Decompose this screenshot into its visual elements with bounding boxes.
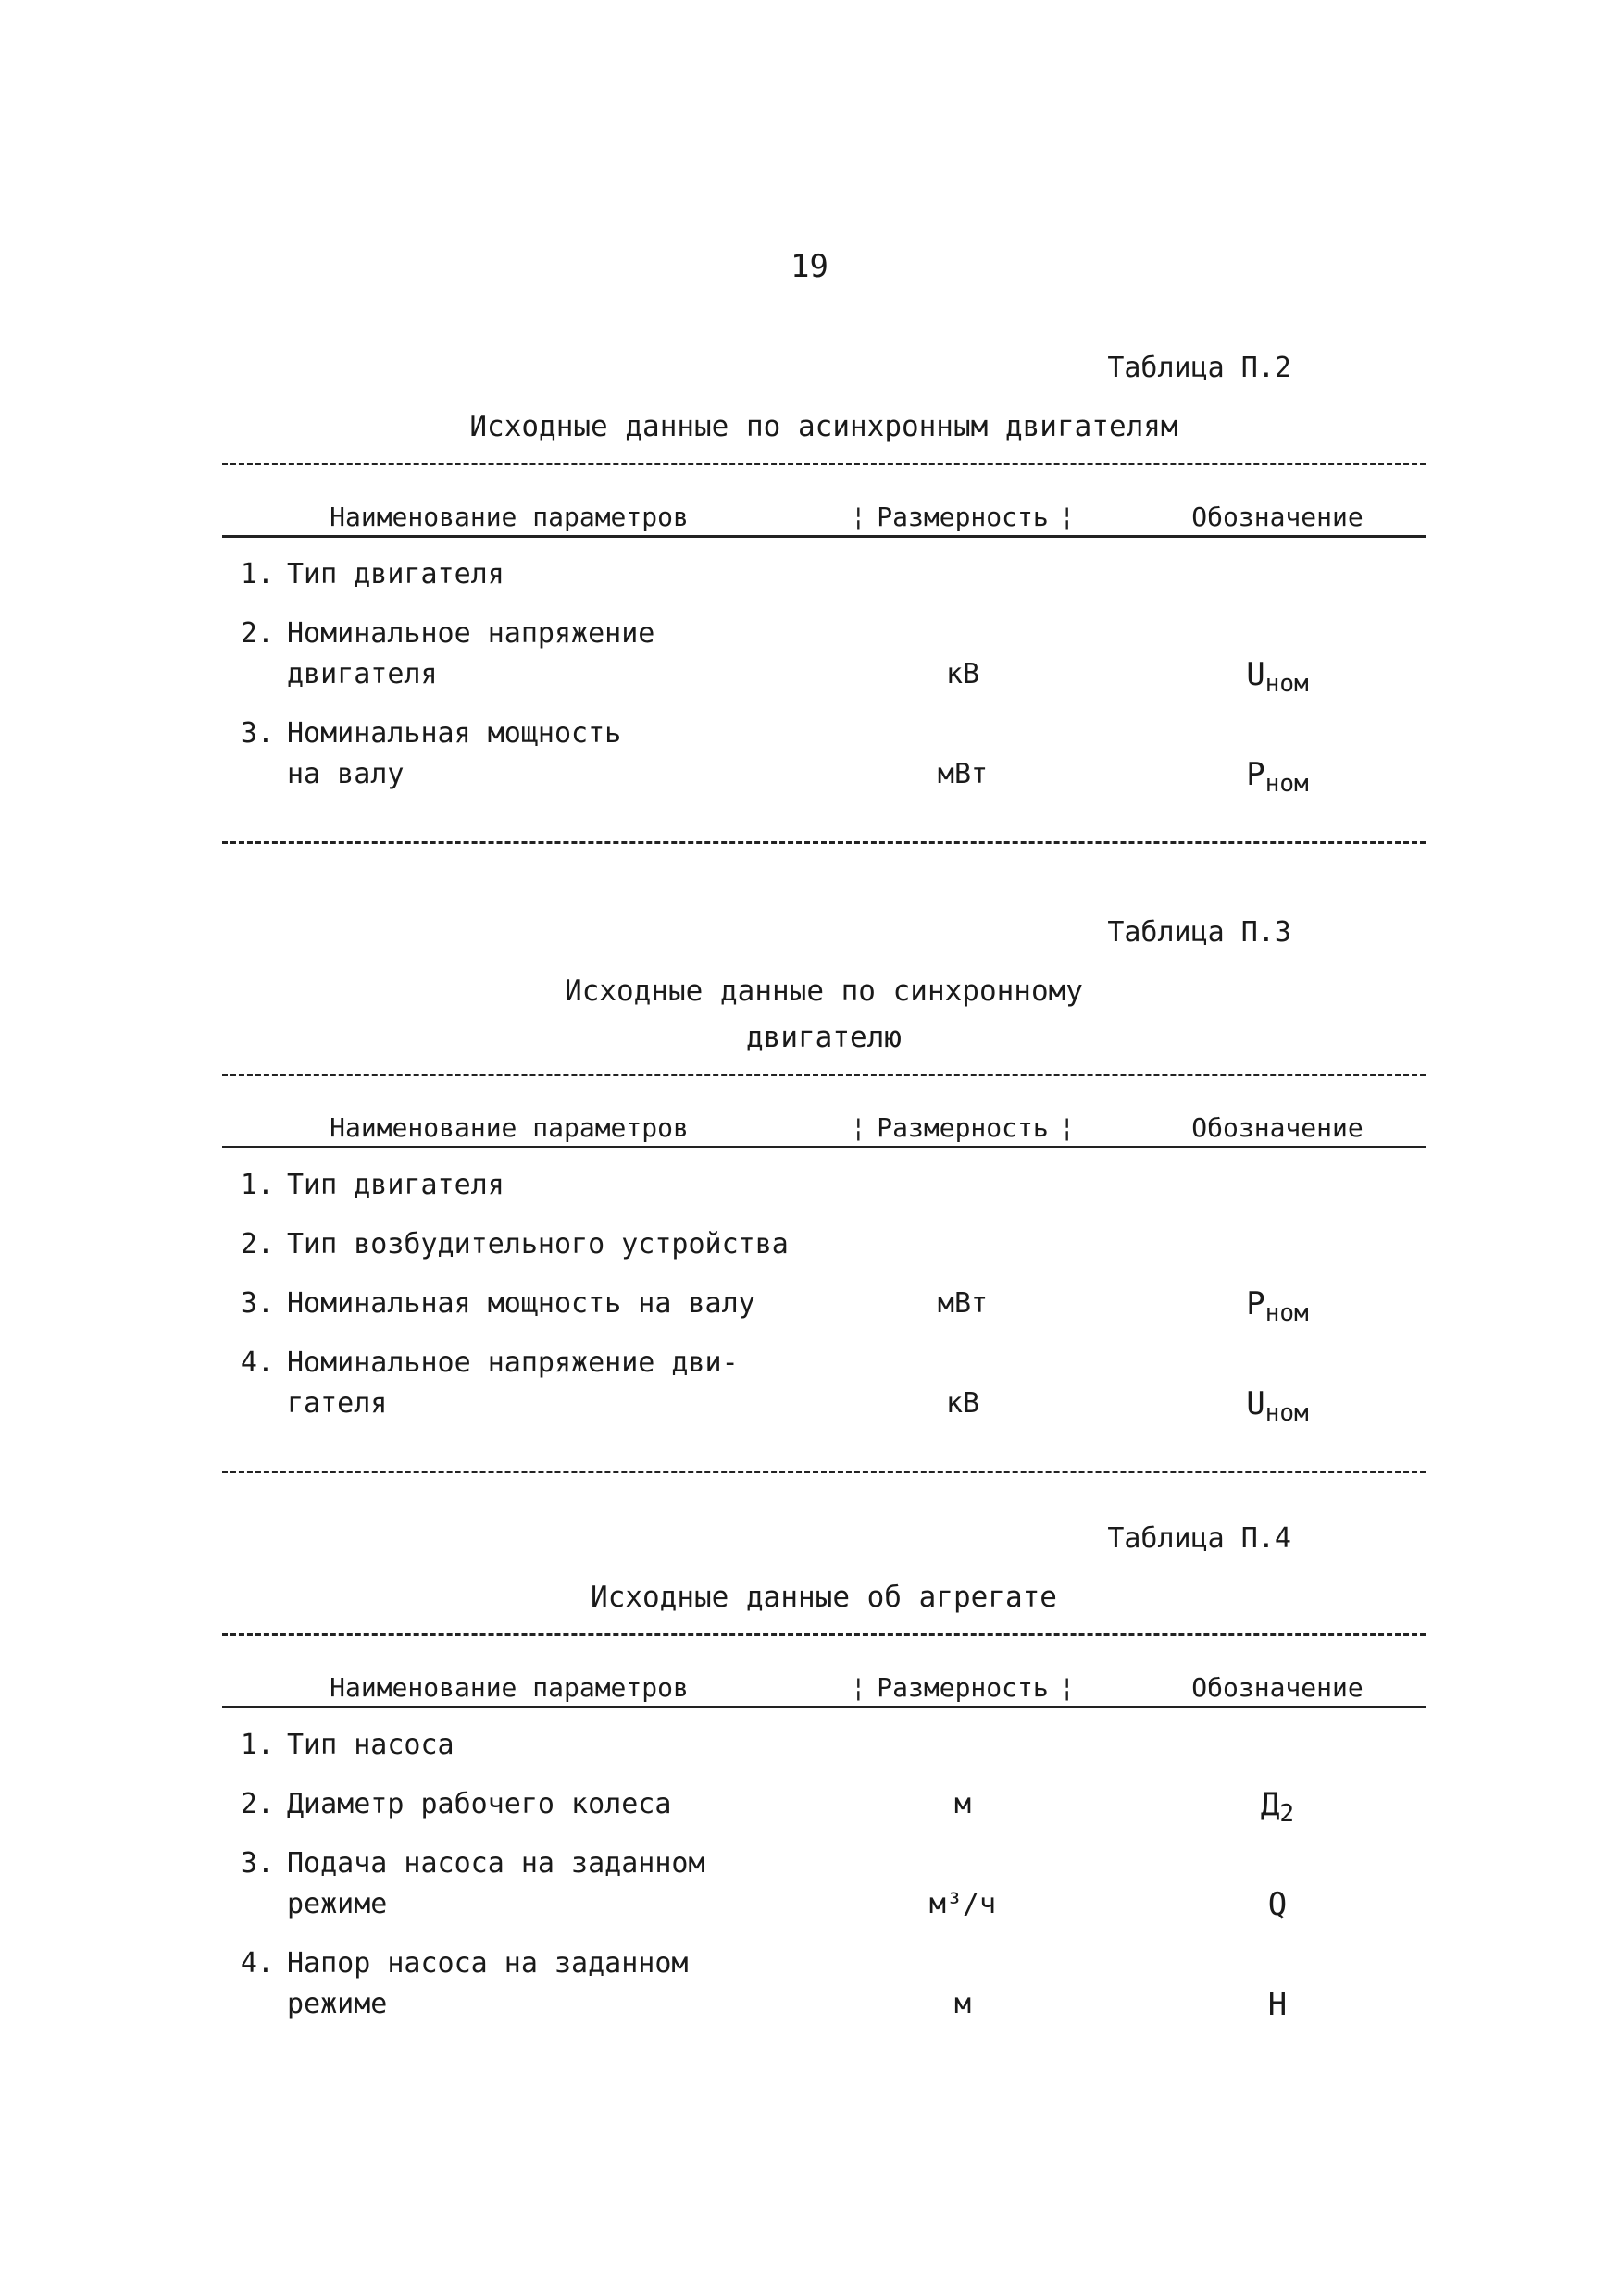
table-row: 1. Тип двигателя	[240, 1169, 504, 1201]
table-row: 3. Номинальная мощность на валу мВт P ном	[240, 717, 1309, 798]
table-p3-section	[222, 916, 1426, 1473]
table-label: Таблица П.4	[1107, 1522, 1291, 1555]
table-title-line: Исходные данные об агрегате	[591, 1581, 1057, 1614]
table-row: 3. Подача насоса на заданном режиме м³/ч Q	[240, 1847, 1288, 1923]
table-row: 1. Тип насоса	[240, 1729, 455, 1761]
table-row: 3. Номинальная мощность на валу мВт P ном	[240, 1285, 1309, 1327]
table-header	[222, 465, 1426, 538]
header-unit: ¦ Размерность ¦	[796, 1114, 1129, 1148]
header-name: Наименование параметров	[222, 1674, 796, 1708]
header-name: Наименование параметров	[222, 1114, 796, 1148]
table-title-line: Исходные данные по асинхронным двигателям	[469, 410, 1178, 443]
table-row: 2. Номинальное напряжение двигателя кВ U ном	[240, 617, 1309, 698]
table-bottom-rule	[222, 841, 1426, 844]
header-unit: ¦ Размерность ¦	[796, 1674, 1129, 1708]
header-symbol: Обозначение	[1129, 1674, 1426, 1708]
header-symbol: Обозначение	[1129, 503, 1426, 538]
table-p4-section	[222, 1522, 1426, 2071]
table-row: 1. Тип двигателя	[240, 558, 504, 590]
table-title	[222, 1574, 1426, 1620]
header-name: Наименование параметров	[222, 503, 796, 538]
table-label: Таблица П.3	[1107, 916, 1291, 949]
table-label: Таблица П.2	[1107, 352, 1291, 384]
table-title	[222, 968, 1426, 1061]
header-unit: ¦ Размерность ¦	[796, 503, 1129, 538]
table-row: 2. Тип возбудительного устройства	[240, 1228, 789, 1260]
table-row: 2. Диаметр рабочего колеса м Д 2	[240, 1786, 1295, 1828]
page-number: 19	[791, 248, 828, 285]
table-body	[222, 1148, 1426, 1471]
table-p2-section	[222, 352, 1426, 844]
table-title-line: Исходные данные по синхронному	[565, 974, 1083, 1008]
table-header	[222, 1636, 1426, 1708]
table-body	[222, 1708, 1426, 2071]
table-header	[222, 1076, 1426, 1148]
table-title-line: двигателю	[746, 1021, 902, 1054]
header-symbol: Обозначение	[1129, 1114, 1426, 1148]
table-title	[222, 403, 1426, 450]
table-row: 4. Номинальное напряжение дви- гателя кВ U ном	[240, 1347, 1309, 1427]
table-body	[222, 538, 1426, 841]
table-row: 4. Напор насоса на заданном режиме м Н	[240, 1947, 1288, 2023]
table-bottom-rule	[222, 1471, 1426, 1473]
